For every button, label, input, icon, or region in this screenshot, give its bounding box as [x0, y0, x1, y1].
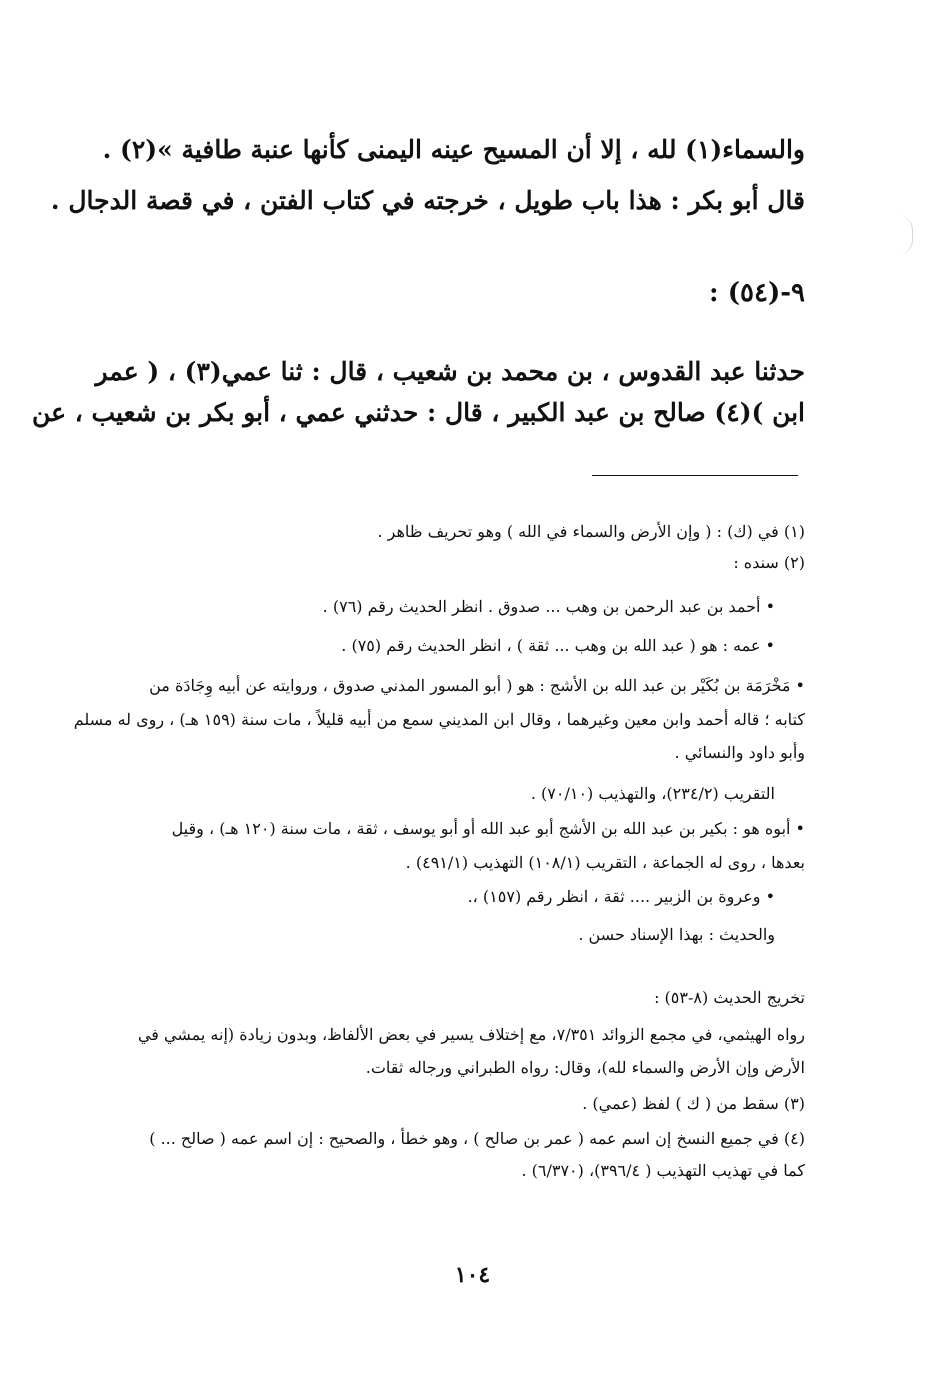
footnote-2-item-5: • وعروة بن الزبير .... ثقة ، انظر رقم (١٥٧) ،.: [467, 887, 775, 906]
footnote-2-item-3-line-2: كتابه ؛ قاله أحمد وابن معين وغيرهما ، وقال ابن المديني سمع من أبيه قليلاً ، مات سنة (١٥٩ هـ) ، روى له مسلم: [73, 710, 805, 729]
footnote-1: (١) في (ك) : ( وإن الأرض والسماء في الله ) وهو تحريف ظاهر .: [377, 522, 805, 541]
footnote-2-item-3-line-3: وأبو داود والنسائي .: [674, 743, 805, 762]
footnote-2-item-3-line-1: • مَخْرَمَة بن بُكَيْر بن عبد الله بن الأشج : هو ( أبو المسور المدني صدوق ، وروايته عن أبيه وِجَادَة من: [149, 676, 805, 695]
footnote-2-title: (٢) سنده :: [733, 553, 805, 572]
footnote-2-item-1: • أحمد بن عبد الرحمن بن وهب ... صدوق . انظر الحديث رقم (٧٦) .: [322, 597, 775, 616]
footnote-2-conclusion: والحديث : بهذا الإسناد حسن .: [578, 925, 775, 944]
takhrij-title: تخريج الحديث (٨-٥٣) :: [654, 988, 805, 1007]
scan-edge-mark: [898, 215, 913, 255]
footnote-2-item-2: • عمه : هو ( عبد الله بن وهب ... ثقة ) ، انظر الحديث رقم (٧٥) .: [341, 636, 775, 655]
paragraph-line-2: ابن )(٤) صالح بن عبد الكبير ، قال : حدثني عمي ، أبو بكر بن شعيب ، عن: [32, 398, 805, 427]
footnote-2-item-4-line-1: • أبوه هو : بكير بن عبد الله بن الأشج أبو عبد الله أو أبو يوسف ، ثقة ، مات سنة (١٢٠ هـ) ، وقيل: [171, 819, 805, 838]
footnote-4-line-1: (٤) في جميع النسخ إن اسم عمه ( عمر بن صالح ) ، وهو خطأ ، والصحيح : إن اسم عمه ( صالح ... ): [149, 1129, 805, 1148]
footnote-2-item-4-line-2: بعدها ، روى له الجماعة ، التقريب (١٠٨/١) التهذيب (٤٩١/١) .: [405, 853, 805, 872]
footnote-2-item-3-line-4: التقريب (٢٣٤/٢)، والتهذيب (٧٠/١٠) .: [530, 784, 775, 803]
section-heading: ٩-(٥٤) :: [709, 278, 805, 308]
footnote-4-line-2: كما في تهذيب التهذيب ( ٣٩٦/٤)، (٦/٣٧٠) .: [521, 1161, 805, 1180]
takhrij-line-2: الأرض وإن الأرض والسماء لله)، وقال: رواه الطبراني ورجاله ثقات.: [365, 1058, 805, 1077]
paragraph-line-1: حدثنا عبد القدوس ، بن محمد بن شعيب ، قال : ثنا عمي(٣) ، ( عمر: [95, 357, 805, 386]
footnote-separator: [592, 475, 798, 476]
takhrij-line-1: رواه الهيثمي، في مجمع الزوائد ٧/٣٥١، مع إختلاف يسير في بعض الألفاظ، وبدون زيادة (إنه يمشي في: [137, 1025, 805, 1044]
main-text-line-1: والسماء(١) لله ، إلا أن المسيح عينه اليمنى كأنها عنبة طافية »(٢) .: [102, 135, 805, 164]
page-number: ١٠٤: [454, 1262, 491, 1288]
main-text-line-2: قال أبو بكر : هذا باب طويل ، خرجته في كتاب الفتن ، في قصة الدجال .: [50, 186, 805, 215]
footnote-3: (٣) سقط من ( ك ) لفظ (عمي) .: [582, 1094, 805, 1113]
